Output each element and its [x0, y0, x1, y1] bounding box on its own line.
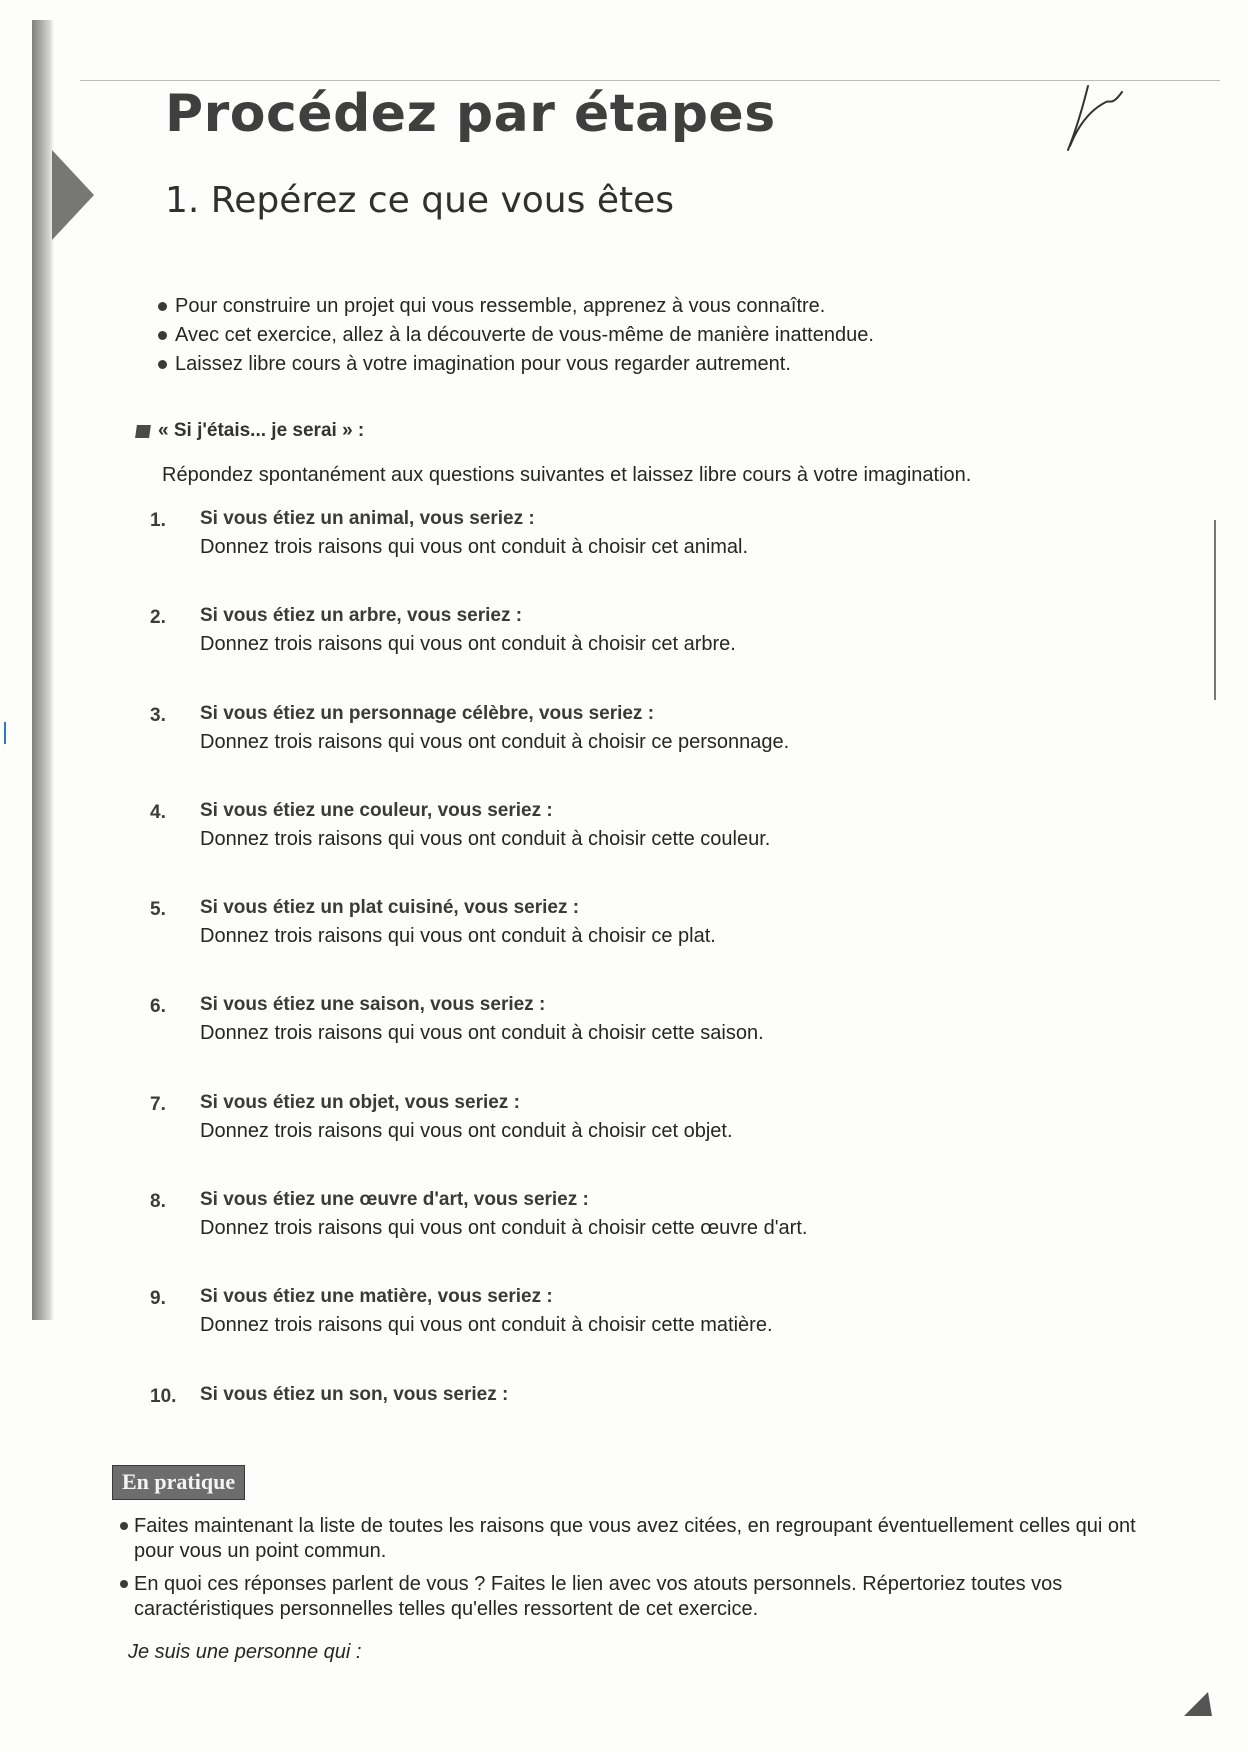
- practice-final-line: Je suis une personne qui :: [128, 1641, 362, 1663]
- question-title: Si vous étiez un plat cuisiné, vous seriez :: [200, 897, 580, 919]
- intro-bullet-list: [158, 292, 874, 379]
- question-number: 6.: [150, 996, 166, 1018]
- question-item: [150, 897, 807, 994]
- scan-left-tick: [4, 722, 6, 744]
- question-detail: Donnez trois raisons qui vous ont conduit à choisir cet animal.: [200, 536, 749, 558]
- question-title: Si vous étiez une couleur, vous seriez :: [200, 799, 553, 821]
- intro-bullet-text: Avec cet exercice, allez à la découverte de vous-même de manière inattendue.: [175, 324, 874, 346]
- question-detail: Donnez trois raisons qui vous ont conduit à choisir cette œuvre d'art.: [200, 1217, 808, 1240]
- question-detail: Donnez trois raisons qui vous ont conduit à choisir ce personnage.: [200, 730, 790, 753]
- bullet-dot-icon: [120, 1522, 128, 1530]
- intro-bullet: [158, 350, 874, 379]
- question-item: [150, 703, 807, 800]
- question-detail: Donnez trois raisons qui vous ont conduit à choisir ce plat.: [200, 925, 716, 948]
- bullet-dot-icon: [120, 1580, 128, 1588]
- scan-wedge-mark: [52, 150, 94, 240]
- question-item: [150, 1092, 807, 1189]
- intro-bullet-text: Pour construire un projet qui vous ressemble, apprenez à vous connaître.: [175, 295, 826, 317]
- square-bullet-icon: [135, 425, 151, 438]
- question-title: Si vous étiez une matière, vous seriez :: [200, 1286, 553, 1308]
- question-item: [150, 994, 807, 1091]
- question-title: Si vous étiez un animal, vous seriez :: [200, 508, 535, 529]
- question-title: Si vous étiez une œuvre d'art, vous seriez :: [200, 1189, 589, 1211]
- section-intro: Répondez spontanément aux questions suivantes et laissez libre cours à votre imagination.: [162, 464, 972, 486]
- section-heading-text: « Si j'étais... je serai » :: [158, 420, 365, 441]
- question-detail: Donnez trois raisons qui vous ont conduit à choisir cette matière.: [200, 1314, 773, 1337]
- question-title: Si vous étiez un arbre, vous seriez :: [200, 605, 523, 627]
- page-subtitle: 1. Repérez ce que vous êtes: [165, 180, 674, 221]
- intro-bullet: [158, 321, 874, 350]
- practice-bullet-list: [120, 1514, 1140, 1630]
- question-title: Si vous étiez un son, vous seriez :: [200, 1383, 509, 1405]
- question-item: [150, 508, 807, 605]
- question-number: 7.: [150, 1093, 166, 1115]
- question-number: 10.: [150, 1385, 177, 1407]
- question-number: 1.: [150, 510, 166, 531]
- bullet-dot-icon: [158, 331, 167, 340]
- question-detail: Donnez trois raisons qui vous ont conduit à choisir cette saison.: [200, 1022, 764, 1045]
- practice-bullet: [120, 1572, 1140, 1622]
- practice-bullet: [120, 1514, 1140, 1564]
- scan-right-mark: [1214, 520, 1216, 700]
- bullet-dot-icon: [158, 302, 167, 311]
- question-title: Si vous étiez un personnage célèbre, vous seriez :: [200, 702, 655, 724]
- question-number: 4.: [150, 801, 166, 823]
- question-item: [150, 1286, 807, 1383]
- practice-bullet-text: En quoi ces réponses parlent de vous ? Faites le lien avec vos atouts personnels. Répertoriez toutes vos caractéristiques personnelles telles qu'elles ressortent de cet exercice.: [134, 1573, 1063, 1620]
- question-detail: Donnez trois raisons qui vous ont conduit à choisir cette couleur.: [200, 827, 771, 850]
- bullet-dot-icon: [158, 360, 167, 369]
- question-list: [150, 508, 807, 1481]
- question-number: 9.: [150, 1288, 166, 1310]
- top-rule: [80, 80, 1220, 81]
- question-item: [150, 605, 807, 702]
- question-title: Si vous étiez un objet, vous seriez :: [200, 1091, 520, 1113]
- question-title: Si vous étiez une saison, vous seriez :: [200, 994, 546, 1016]
- question-item: [150, 1384, 807, 1481]
- practice-bullet-text: Faites maintenant la liste de toutes les raisons que vous avez citées, en regroupant éventuellement celles qui ont pour vous un point commun.: [134, 1515, 1136, 1562]
- section-heading: [136, 420, 364, 442]
- scan-shadow-edge: [32, 20, 54, 1320]
- question-detail: Donnez trois raisons qui vous ont conduit à choisir cet arbre.: [200, 633, 736, 656]
- question-number: 2.: [150, 607, 166, 629]
- handwritten-check-icon: [1060, 80, 1130, 160]
- question-number: 3.: [150, 704, 166, 726]
- page-title: Procédez par étapes: [165, 84, 776, 144]
- question-detail: Donnez trois raisons qui vous ont conduit à choisir cet objet.: [200, 1119, 733, 1142]
- intro-bullet: [158, 292, 874, 321]
- question-number: 8.: [150, 1191, 166, 1213]
- corner-triangle-icon: [1182, 1690, 1214, 1718]
- practice-badge: En pratique: [112, 1465, 245, 1500]
- question-number: 5.: [150, 899, 166, 921]
- intro-bullet-text: Laissez libre cours à votre imagination pour vous regarder autrement.: [175, 353, 791, 375]
- question-item: [150, 800, 807, 897]
- question-item: [150, 1189, 807, 1286]
